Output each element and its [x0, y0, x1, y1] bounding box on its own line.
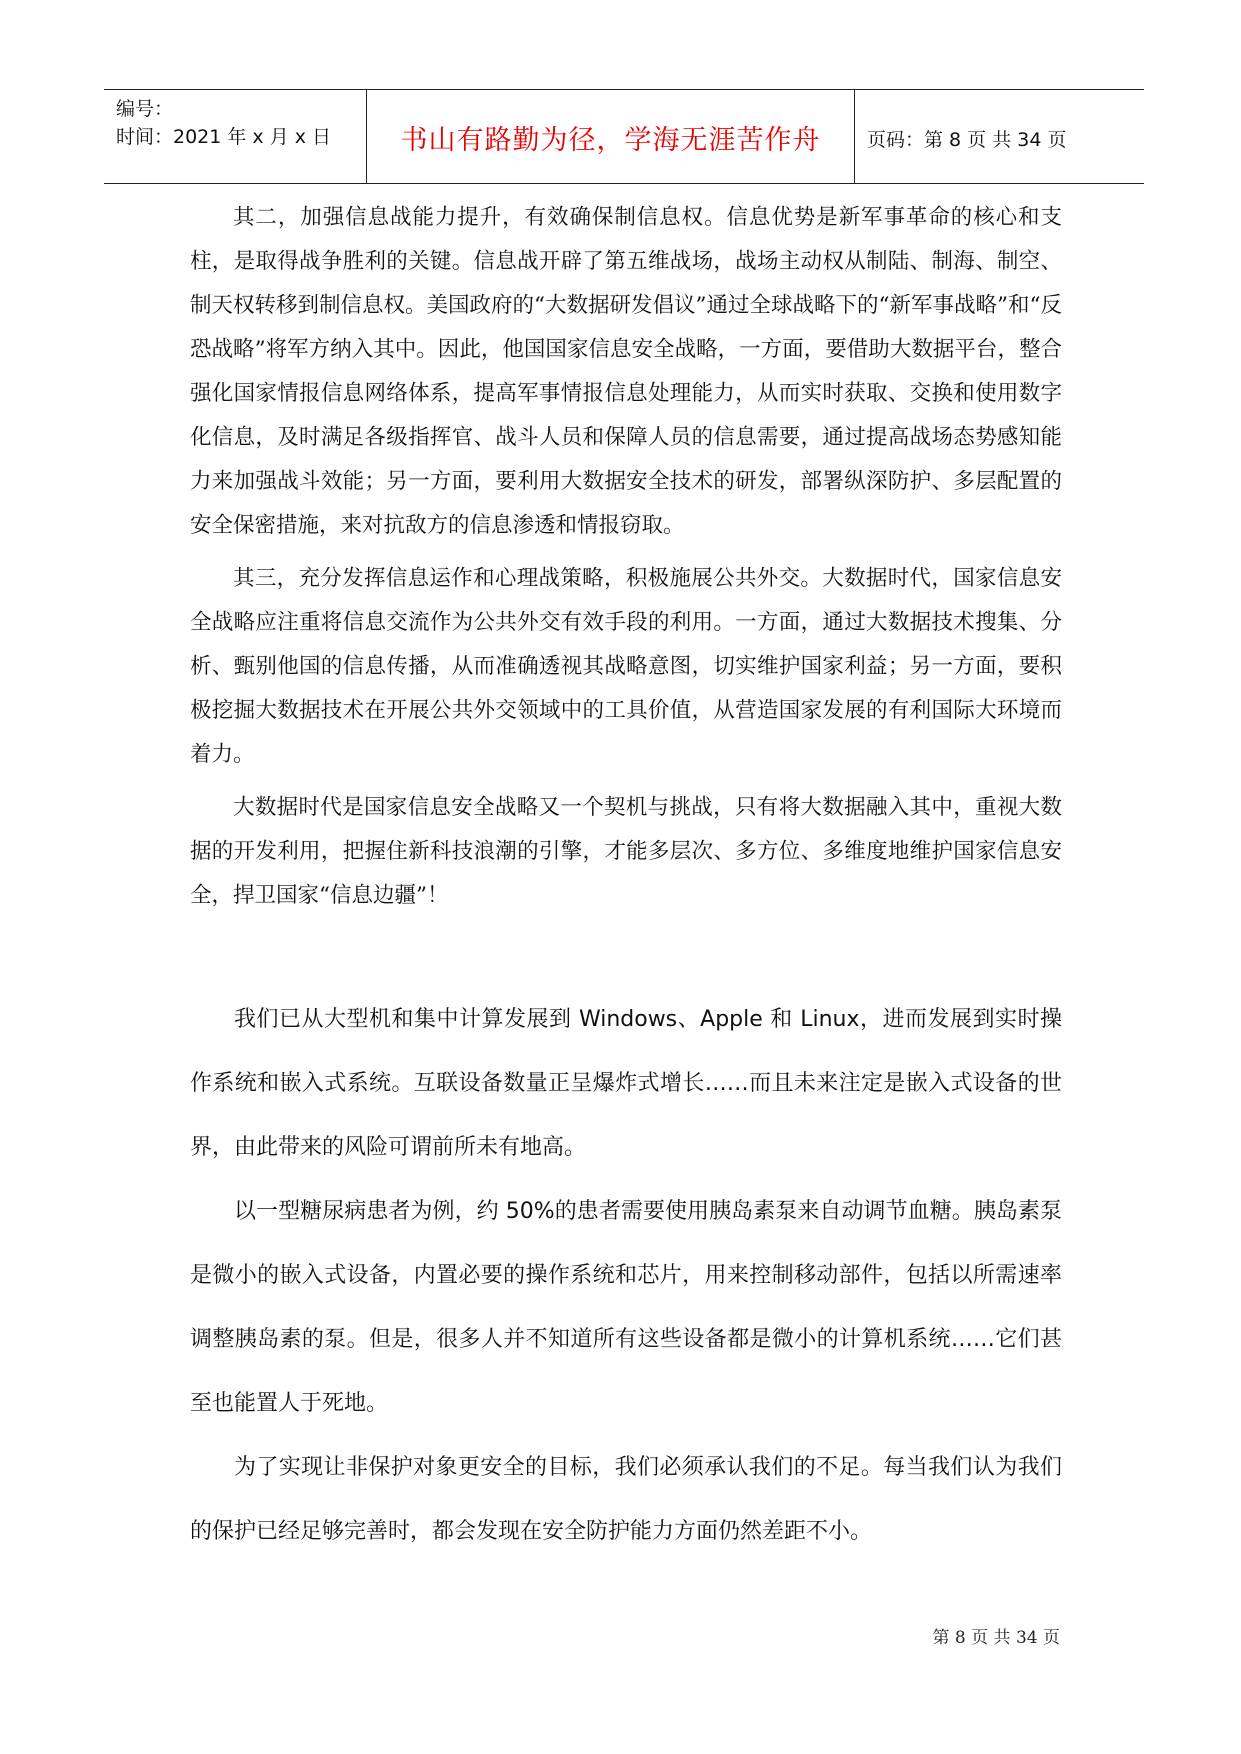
paragraph-4: 我们已从大型机和集中计算发展到 Windows、Apple 和 Linux，进而发展到实时操作系统和嵌入式系统。互联设备数量正呈爆炸式增长……而且未来注定是嵌入式设备的世界，由此带来的风险可谓前所未有地高。 [190, 1007, 1062, 1160]
paragraph-1: 其二，加强信息战能力提升，有效确保制信息权。信息优势是新军事革命的核心和支柱，是取得战争胜利的关键。信息战开辟了第五维战场，战场主动权从制陆、制海、制空、制天权转移到制信息权。美国政府的“大数据研发倡议”通过全球战略下的“新军事战略”和“反恐战略”将军方纳入其中。因此，他国国家信息安全战略，一方面，要借助大数据平台，整合强化国家情报信息网络体系，提高军事情报信息处理能力，从而实时获取、交换和使用数字化信息，及时满足各级指挥官、战斗人员和保障人员的信息需要，通过提高战场态势感知能力来加强战斗效能；另一方面，要利用大数据安全技术的研发，部署纵深防护、多层配置的安全保密措施，来对抗敌方的信息渗透和情报窃取。 [190, 205, 1062, 538]
document-header [104, 89, 1144, 184]
header-meta-cell [104, 90, 367, 183]
paragraph-5: 以一型糖尿病患者为例，约 50%的患者需要使用胰岛素泵来自动调节血糖。胰岛素泵是微小的嵌入式设备，内置必要的操作系统和芯片，用来控制移动部件，包括以所需速率调整胰岛素的泵。但是，很多人并不知道所有这些设备都是微小的计算机系统……它们甚至也能置人于死地。 [190, 1199, 1062, 1416]
document-time-label: 时间：2021 年 x 月 x 日 [116, 126, 332, 148]
article-body-sans [190, 988, 1062, 1564]
header-motto-cell [367, 90, 855, 183]
header-motto: 书山有路勤为径，学海无涯苦作舟 [400, 125, 821, 156]
header-page-code: 页码：第 8 页 共 34 页 [867, 129, 1067, 151]
document-number-label: 编号： [116, 98, 174, 120]
paragraph-2: 其三，充分发挥信息运作和心理战策略，积极施展公共外交。大数据时代，国家信息安全战略应注重将信息交流作为公共外交有效手段的利用。一方面，通过大数据技术搜集、分析、甄别他国的信息传播，从而准确透视其战略意图，切实维护国家利益；另一方面，要积极挖掘大数据技术在开展公共外交领域中的工具价值，从营造国家发展的有利国际大环境而着力。 [190, 566, 1062, 767]
page-footer: 第 8 页 共 34 页 [932, 1628, 1060, 1648]
article-body-serif [190, 196, 1062, 918]
paragraph-3: 大数据时代是国家信息安全战略又一个契机与挑战，只有将大数据融入其中，重视大数据的开发利用，把握住新科技浪潮的引擎，才能多层次、多方位、多维度地维护国家信息安全，捍卫国家“信息边疆”！ [190, 795, 1062, 908]
paragraph-6: 为了实现让非保护对象更安全的目标，我们必须承认我们的不足。每当我们认为我们的保护已经足够完善时，都会发现在安全防护能力方面仍然差距不小。 [190, 1455, 1062, 1544]
header-page-cell [855, 90, 1144, 183]
